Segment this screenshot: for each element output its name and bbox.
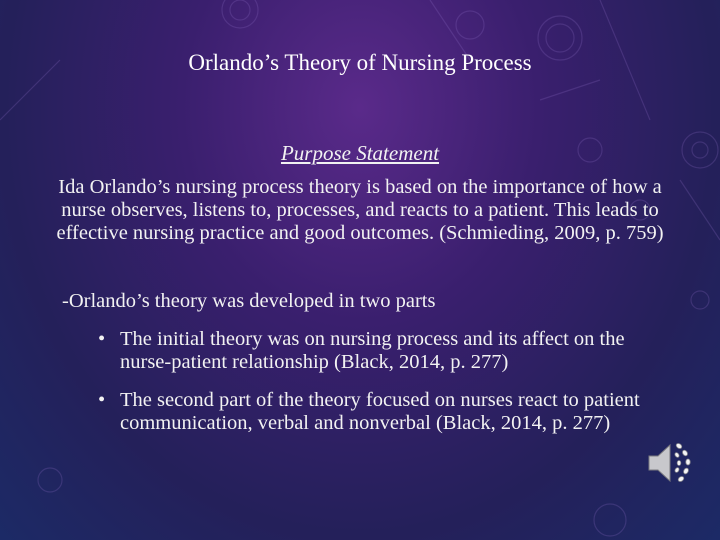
development-line: -Orlando’s theory was developed in two parts xyxy=(62,290,436,312)
bullet-text: The initial theory was on nursing process and its affect on the nurse-patient relationship (Black, 2014, p. 277) xyxy=(120,328,625,373)
bullet-marker: • xyxy=(98,389,106,411)
bullet-item xyxy=(98,328,678,374)
bullet-list xyxy=(98,328,678,450)
bullet-marker: • xyxy=(98,328,106,350)
bullet-item xyxy=(98,389,678,435)
purpose-heading: Purpose Statement xyxy=(280,141,440,165)
slide-title: Orlando’s Theory of Nursing Process xyxy=(188,50,532,75)
bullet-text: The second part of the theory focused on nurses react to patient communication, verbal and nonverbal (Black, 2014, p. 277) xyxy=(120,389,640,434)
speaker-icon[interactable] xyxy=(645,440,697,486)
purpose-statement: Ida Orlando’s nursing process theory is based on the importance of how a nurse observes, listens to, processes, and reacts to a patient. This leads to effective nursing practice and good outcomes. (Schmieding, 2009, p. 759) xyxy=(56,176,664,244)
